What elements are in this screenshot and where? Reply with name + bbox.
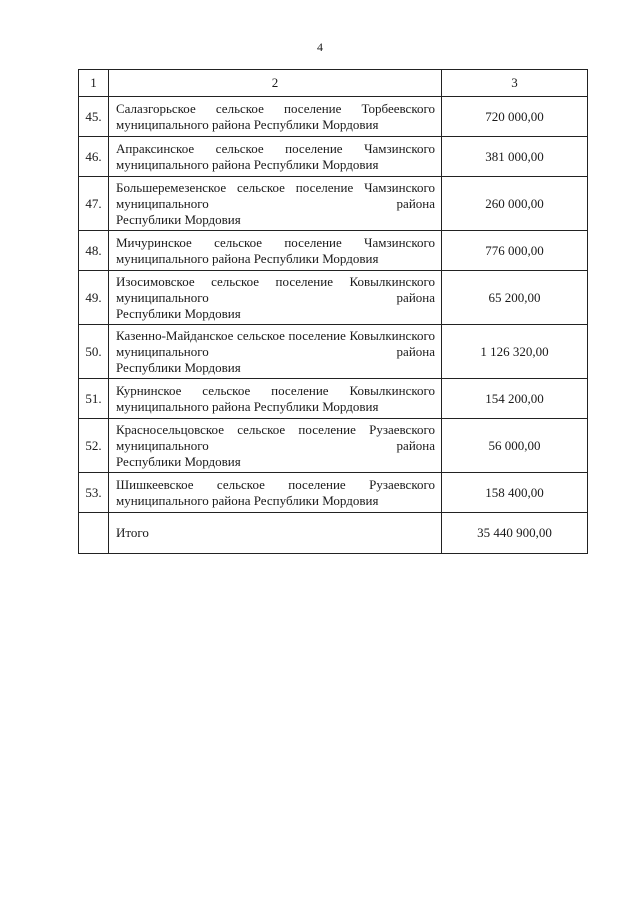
total-amount: 35 440 900,00 xyxy=(442,513,588,554)
total-label: Итого xyxy=(109,513,442,554)
row-number: 45. xyxy=(79,97,109,137)
settlement-name-region: Республики Мордовия xyxy=(116,359,241,375)
settlement-name-region: Республики Мордовия xyxy=(116,211,241,227)
table-row xyxy=(79,419,588,473)
table-header-row xyxy=(79,70,588,97)
table-row xyxy=(79,177,588,231)
settlement-name: Мичуринское сельское поселение Чамзинского муниципального района Республики Мордовия xyxy=(109,231,442,271)
allocation-amount: 56 000,00 xyxy=(442,419,588,473)
total-number-cell xyxy=(79,513,109,554)
settlement-name-region: Республики Мордовия xyxy=(116,305,241,321)
settlement-name xyxy=(109,325,442,379)
header-col-3: 3 xyxy=(442,70,588,97)
table-row xyxy=(79,137,588,177)
row-number: 53. xyxy=(79,473,109,513)
table-row xyxy=(79,473,588,513)
header-col-2: 2 xyxy=(109,70,442,97)
allocation-amount: 65 200,00 xyxy=(442,271,588,325)
table-row xyxy=(79,271,588,325)
settlement-name: Курнинское сельское поселение Ковылкинского муниципального района Республики Мордовия xyxy=(109,379,442,419)
settlement-name-main: Изосимовское сельское поселение Ковылкинского муниципального района xyxy=(116,273,435,305)
allocation-amount: 154 200,00 xyxy=(442,379,588,419)
page-number: 4 xyxy=(317,40,323,54)
total-row xyxy=(79,513,588,554)
row-number: 50. xyxy=(79,325,109,379)
settlement-name-region: Республики Мордовия xyxy=(116,453,241,469)
settlement-name xyxy=(109,177,442,231)
settlement-name xyxy=(109,271,442,325)
header-col-1: 1 xyxy=(79,70,109,97)
row-number: 46. xyxy=(79,137,109,177)
allocation-amount: 1 126 320,00 xyxy=(442,325,588,379)
settlement-name: Шишкеевское сельское поселение Рузаевского муниципального района Республики Мордовия xyxy=(109,473,442,513)
allocation-amount: 381 000,00 xyxy=(442,137,588,177)
allocation-amount: 776 000,00 xyxy=(442,231,588,271)
allocation-amount: 260 000,00 xyxy=(442,177,588,231)
row-number: 48. xyxy=(79,231,109,271)
settlement-name xyxy=(109,419,442,473)
row-number: 49. xyxy=(79,271,109,325)
allocation-amount: 158 400,00 xyxy=(442,473,588,513)
settlement-name: Апраксинское сельское поселение Чамзинского муниципального района Республики Мордовия xyxy=(109,137,442,177)
row-number: 47. xyxy=(79,177,109,231)
table-row xyxy=(79,379,588,419)
table-row xyxy=(79,231,588,271)
settlement-name: Салазгорьское сельское поселение Торбеевского муниципального района Республики Мордовия xyxy=(109,97,442,137)
settlement-name-main: Большеремезенское сельское поселение Чамзинского муниципального района xyxy=(116,179,435,211)
settlement-name-main: Казенно-Майданское сельское поселение Ковылкинского муниципального района xyxy=(116,327,435,359)
allocation-table xyxy=(78,69,588,554)
row-number: 51. xyxy=(79,379,109,419)
row-number: 52. xyxy=(79,419,109,473)
table-row xyxy=(79,97,588,137)
table-row xyxy=(79,325,588,379)
allocation-amount: 720 000,00 xyxy=(442,97,588,137)
settlement-name-main: Красносельцовское сельское поселение Рузаевского муниципального района xyxy=(116,421,435,453)
